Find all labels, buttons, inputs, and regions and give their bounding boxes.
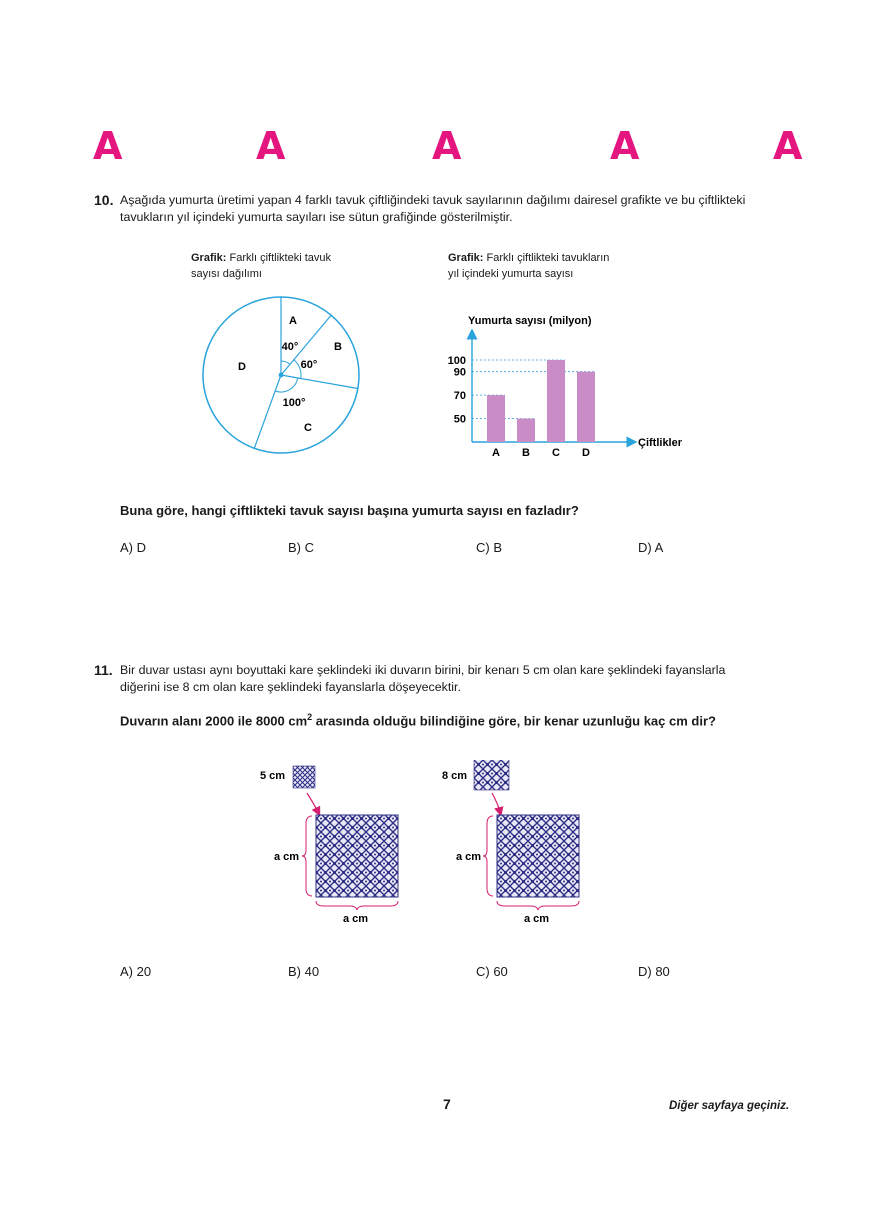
wall-5cm xyxy=(316,815,398,897)
tile-label-8cm: 8 cm xyxy=(442,770,468,782)
question-11-text xyxy=(120,662,820,696)
bar-chart xyxy=(440,308,700,468)
bar-ytick-label: 100 xyxy=(447,355,466,367)
tile-figure-5cm xyxy=(260,766,398,925)
bar-caption-line1: Farklı çiftlikteki tavukların xyxy=(486,252,610,264)
bar-d xyxy=(577,372,595,442)
booklet-letter: A xyxy=(773,124,803,168)
question-10-option-c[interactable]: C) B xyxy=(476,540,502,555)
pie-chart xyxy=(190,290,380,470)
question-11-prompt-part1: Duvarın alanı 2000 ile 8000 cm xyxy=(120,713,308,729)
question-10-number: 10. xyxy=(94,192,114,208)
bar-category-label: A xyxy=(492,447,500,459)
pie-caption-line1: Farklı çiftlikteki tavuk xyxy=(229,252,331,264)
question-10-prompt: Buna göre, hangi çiftlikteki tavuk sayısı başına yumurta sayısı en fazladır? xyxy=(120,503,579,518)
bar-b xyxy=(517,419,535,442)
tile-figure-8cm xyxy=(442,760,579,925)
pie-radius-bc xyxy=(281,375,358,389)
pie-angle-label-40: 40° xyxy=(281,341,299,353)
small-tile-8cm xyxy=(474,760,509,790)
bar-ytick-label: 50 xyxy=(453,413,466,426)
question-11-number: 11. xyxy=(94,662,113,678)
question-10-option-d[interactable]: D) A xyxy=(638,540,664,555)
bar-category-label: C xyxy=(552,447,560,459)
side-brace-icon xyxy=(302,816,312,896)
bar-y-axis-label: Yumurta sayısı (milyon) xyxy=(468,315,592,327)
question-10-option-a[interactable]: A) D xyxy=(120,540,146,555)
pie-label-d: D xyxy=(238,361,246,373)
question-10-text xyxy=(120,192,820,226)
bottom-brace-icon xyxy=(497,901,579,910)
question-11-prompt xyxy=(120,712,716,728)
booklet-letter: A xyxy=(256,124,286,168)
pie-center-dot xyxy=(279,373,284,378)
pie-angle-arc-a xyxy=(281,361,290,364)
question-10-text-line1: Aşağıda yumurta üretimi yapan 4 farklı tavuk çiftliğindeki tavuk sayılarının dağılımı dairesel grafikte ve bu çiftlikteki xyxy=(120,193,746,207)
question-11-text-line2: diğerini ise 8 cm olan kare şeklindeki fayanslarla döşeyecektir. xyxy=(120,680,461,694)
bar-category-label: B xyxy=(522,447,530,459)
booklet-letter: A xyxy=(432,124,462,168)
question-10-text-line2: tavukların yıl içindeki yumurta sayıları ise sütun grafiğinde gösterilmiştir. xyxy=(120,210,513,224)
question-11-option-a[interactable]: A) 20 xyxy=(120,964,152,979)
booklet-letter: A xyxy=(610,124,640,168)
question-11-option-d[interactable]: D) 80 xyxy=(638,964,670,979)
pie-caption-bold: Grafik: xyxy=(191,252,227,264)
next-page-note: Diğer sayfaya geçiniz. xyxy=(669,1100,790,1112)
pie-angle-label-60: 60° xyxy=(300,359,318,371)
pie-label-a: A xyxy=(289,315,297,327)
pie-caption xyxy=(191,250,331,282)
bar-caption-bold: Grafik: xyxy=(448,252,484,264)
pie-label-c: C xyxy=(304,422,312,434)
tile-label-5cm: 5 cm xyxy=(260,770,286,782)
page-number: 7 xyxy=(443,1096,451,1112)
arrow-icon xyxy=(307,793,318,812)
tile-figures xyxy=(240,760,630,925)
bar-ytick-label: 90 xyxy=(453,366,466,379)
bar-c xyxy=(547,360,565,442)
side-label-8cm: a cm xyxy=(456,851,482,863)
side-label-5cm: a cm xyxy=(274,851,300,863)
bottom-brace-icon xyxy=(316,901,398,910)
question-11-option-b[interactable]: B) 40 xyxy=(288,964,320,979)
bar-category-label: D xyxy=(582,447,590,459)
small-tile-5cm xyxy=(293,766,315,788)
bar-ytick-label: 70 xyxy=(453,390,466,403)
question-10-option-b[interactable]: B) C xyxy=(288,540,314,555)
pie-caption-line2: sayısı dağılımı xyxy=(191,268,262,280)
bottom-label-8cm: a cm xyxy=(524,913,550,925)
bar-caption-line2: yıl içindeki yumurta sayısı xyxy=(448,268,574,280)
question-11-text-line1: Bir duvar ustası aynı boyuttaki kare şeklindeki iki duvarın birini, bir kenarı 5 cm olan kare şeklindeki fayanslarla xyxy=(120,663,726,677)
question-11-prompt-part2: arasında olduğu bilindiğine göre, bir kenar uzunluğu kaç cm dir? xyxy=(312,713,716,729)
pie-label-b: B xyxy=(334,341,342,353)
bar-a xyxy=(487,395,505,442)
pie-angle-label-100: 100° xyxy=(282,397,306,409)
wall-8cm xyxy=(497,815,579,897)
bar-caption xyxy=(448,250,609,282)
question-11-prompt-sup: 2 xyxy=(307,712,313,722)
pie-radius-cd xyxy=(254,375,281,448)
bottom-label-5cm: a cm xyxy=(343,913,369,925)
side-brace-icon xyxy=(483,816,493,896)
question-11-option-c[interactable]: C) 60 xyxy=(476,964,508,979)
arrow-icon xyxy=(492,793,500,812)
bar-x-axis-label: Çiftlikler xyxy=(638,437,683,449)
booklet-letter: A xyxy=(93,124,123,168)
